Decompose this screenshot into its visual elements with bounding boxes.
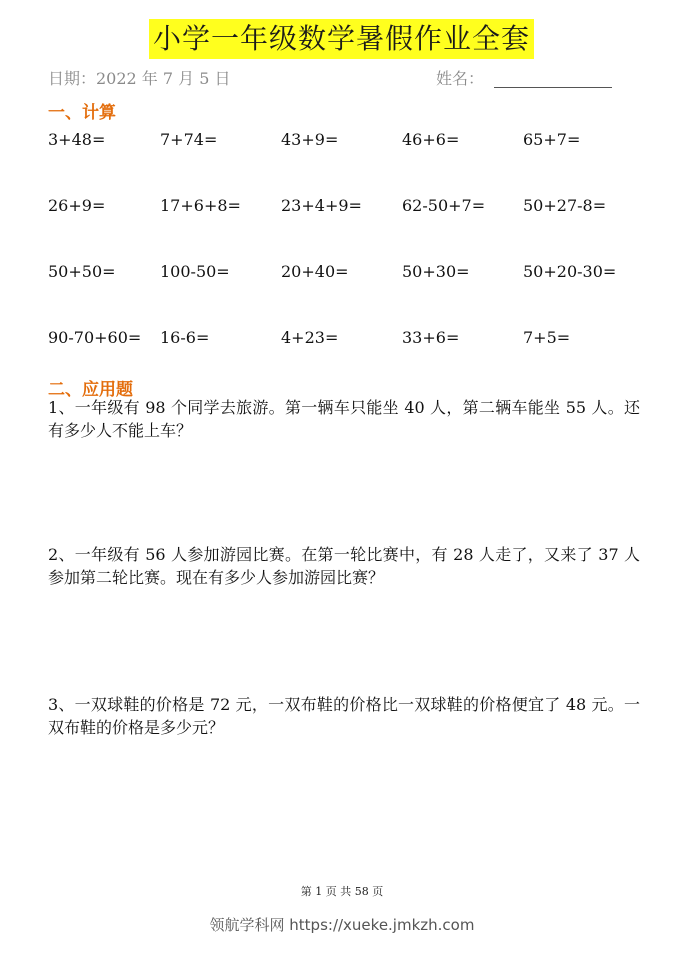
calc-problem: 20+40= [281, 262, 349, 281]
section-title-calculation: 一、计算 [48, 103, 116, 123]
section-title-word-problems: 二、应用题 [48, 380, 133, 400]
date-label: 日期：2022 年 7 月 5 日 [48, 69, 231, 88]
calc-problem: 23+4+9= [281, 196, 362, 215]
calc-problem: 46+6= [402, 130, 460, 149]
calc-problem: 50+20-30= [523, 262, 617, 281]
calc-problem: 17+6+8= [160, 196, 241, 215]
word-problem: 3、一双球鞋的价格是 72 元，一双布鞋的价格比一双球鞋的价格便宜了 48 元。一双布鞋的价格是多少元？ [48, 695, 640, 737]
calc-problem: 7+74= [160, 130, 218, 149]
calc-problem: 33+6= [402, 328, 460, 347]
calc-problem: 4+23= [281, 328, 339, 347]
calc-row [48, 328, 648, 394]
calc-problem: 16-6= [160, 328, 210, 347]
calc-problem: 100-50= [160, 262, 230, 281]
calc-problem: 90-70+60= [48, 328, 142, 347]
site-watermark: 领航学科网 https://xueke.jmkzh.com [209, 916, 475, 934]
calc-problem: 26+9= [48, 196, 106, 215]
calc-problem: 65+7= [523, 130, 581, 149]
word-problem: 1、一年级有 98 个同学去旅游。第一辆车只能坐 40 人，第二辆车能坐 55 人。还有多少人不能上车？ [48, 398, 640, 440]
calc-row [48, 130, 648, 196]
name-blank-line [494, 87, 612, 88]
calc-problem: 50+30= [402, 262, 470, 281]
name-label: 姓名： [436, 69, 485, 88]
calc-problem: 50+27-8= [523, 196, 607, 215]
calc-row [48, 196, 648, 262]
calc-problem: 50+50= [48, 262, 116, 281]
word-problem: 2、一年级有 56 人参加游园比赛。在第一轮比赛中，有 28 人走了，又来了 37 人参加第二轮比赛。现在有多少人参加游园比赛？ [48, 545, 640, 587]
calc-problem: 7+5= [523, 328, 571, 347]
calc-problem: 3+48= [48, 130, 106, 149]
calc-row [48, 262, 648, 328]
calculation-grid [48, 130, 648, 394]
page-number: 第 1 页 共 58 页 [300, 885, 384, 898]
calc-problem: 43+9= [281, 130, 339, 149]
calc-problem: 62-50+7= [402, 196, 486, 215]
worksheet-title: 小学一年级数学暑假作业全套 [149, 19, 534, 59]
